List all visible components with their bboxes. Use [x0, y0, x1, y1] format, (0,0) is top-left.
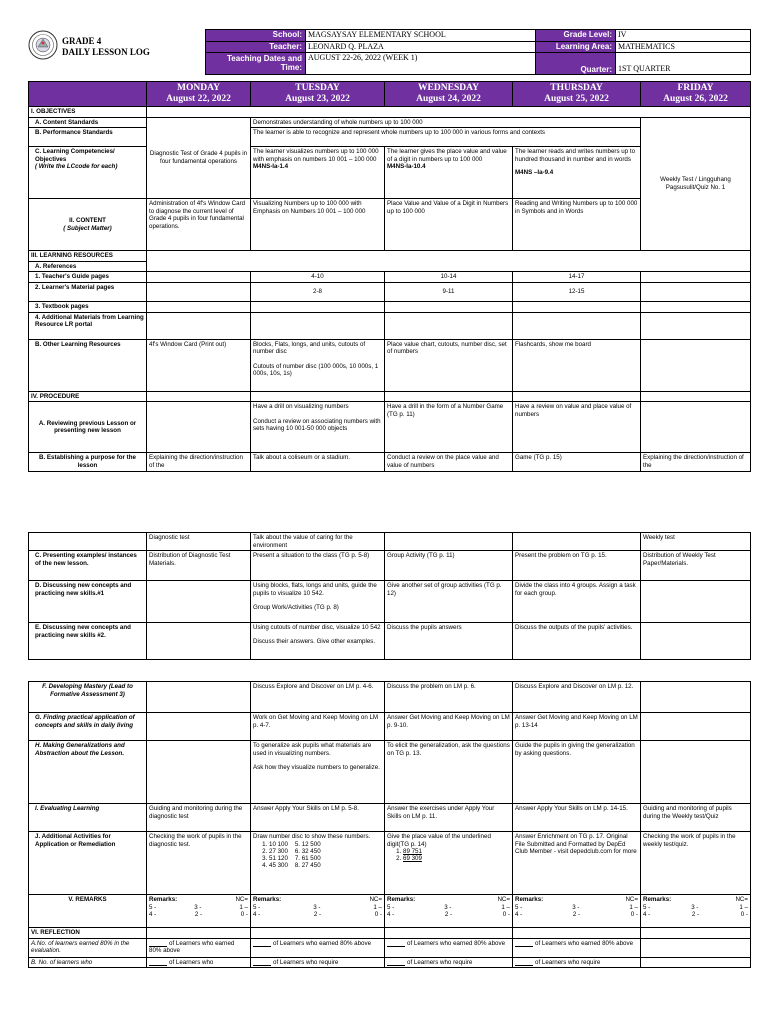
presenting-wed: Group Activity (TG p. 11)	[385, 551, 513, 581]
reflection-a-mon: of Learners who earned 80% above	[147, 938, 251, 957]
performance-value: The learner is able to recognize and represent whole numbers up to 100 000 in various forms and contexts	[251, 128, 641, 147]
additional-fri: Checking the work of pupils in the weekly test/quiz.	[641, 832, 751, 895]
tg-tue: 4-10	[251, 272, 385, 283]
quarter-value: 1ST QUARTER	[616, 53, 751, 75]
deped-seal-logo	[28, 30, 58, 60]
other-thu: Flashcards, show me board	[513, 339, 641, 391]
wednesday-header: WEDNESDAY August 24, 2022	[385, 82, 513, 107]
header-info	[205, 29, 750, 75]
lm-thu: 12-15	[513, 282, 641, 301]
lm-mon	[147, 282, 251, 301]
mastery-label: F. Developing Mastery (Lead to Formative Assessment 3)	[29, 682, 147, 713]
mastery-tue: Discuss Explore and Discover on LM p. 4-6.	[251, 682, 385, 713]
tg-thu: 14-17	[513, 272, 641, 283]
textbook-label: 3. Textbook pages	[29, 301, 147, 312]
reflection-a-wed: of Learners who earned 80% above	[385, 938, 513, 957]
performance-label: B. Performance Standards	[29, 128, 147, 147]
tuesday-header: TUESDAY August 23, 2022	[251, 82, 385, 107]
eval-thu: Answer Apply Your Skills on LM p. 14-15.	[513, 804, 641, 832]
log-title	[62, 36, 150, 57]
dates-label: Teaching Dates and Time:	[206, 53, 306, 75]
cont-fri: Weekly test	[641, 533, 751, 551]
eval-tue: Answer Apply Your Skills on LM p. 5-8.	[251, 804, 385, 832]
list-item: 4. 45 300 8. 27 450	[269, 862, 382, 869]
learning-area-label: Learning Area:	[536, 41, 616, 53]
practical-wed: Answer Get Moving and Keep Moving on LM p. 9-10.	[385, 713, 513, 741]
other-wed: Place value chart, cutouts, number disc, set of numbers	[385, 339, 513, 391]
other-resources-label: B. Other Learning Resources	[29, 339, 147, 391]
additional-mon: Checking the work of pupils in the diagnostic test.	[147, 832, 251, 895]
tg-wed: 10-14	[385, 272, 513, 283]
generalization-label: H. Making Generalizations and Abstraction about the Lesson.	[29, 741, 147, 804]
friday-weekly-test: Weekly Test / Lingguhang Pagsusulit/Quiz No. 1	[641, 117, 751, 251]
presenting-thu: Present the problem on TG p. 15.	[513, 551, 641, 581]
lesson-table-page2a	[28, 532, 750, 660]
review-label: A. Reviewing previous Lesson or presenting new lesson	[29, 402, 147, 453]
other-mon: 4f's Window Card (Print out)	[147, 339, 251, 391]
discuss2-tue: Using cutouts of number disc, visualize 10 542 Discuss their answers. Give other examples.	[251, 623, 385, 660]
presenting-label: C. Presenting examples/ instances of the new lesson.	[29, 551, 147, 581]
discuss1-wed: Give another set of group activities (TG p. 12)	[385, 581, 513, 623]
wednesday-competency: The learner gives the place value and value of a digit in numbers up to 100 000 M4NS-Ia-10.4	[385, 147, 513, 199]
thursday-content: Reading and Writing Numbers up to 100 000 in Symbols and in Words	[513, 199, 641, 251]
purpose-label: B. Establishing a purpose for the lesson	[29, 453, 147, 472]
reflection-a-label: A.No. of learners earned 80% in the evaluation.	[29, 938, 147, 957]
general-thu: Guide the pupils in giving the generalization by asking questions.	[513, 741, 641, 804]
eval-fri: Guiding and monitoring of pupils during the Weekly test/Quiz	[641, 804, 751, 832]
mastery-wed: Discuss the problem on LM p. 6.	[385, 682, 513, 713]
list-item: 1. 10 100 5. 12 500	[269, 841, 382, 848]
eval-mon: Guiding and monitoring during the diagnostic test	[147, 804, 251, 832]
cont-tue: Talk about the value of caring for the environment	[251, 533, 385, 551]
competencies-label: C. Learning Competencies/ Objectives ( Write the LCcode for each)	[29, 147, 147, 199]
list-item: 2. 69 309	[403, 855, 510, 862]
list-item: 3. 51 120 7. 61 500	[269, 855, 382, 862]
reflection-a-thu: of Learners who earned 80% above	[513, 938, 641, 957]
additional-thu: Answer Enrichment on TG p. 17. Original File Submitted and Formatted by DepEd Club Member - visit depedclub.com for more	[513, 832, 641, 895]
general-tue: To generalize ask pupils what materials are used in visualizing numbers. Ask how they visualize numbers to generalize.	[251, 741, 385, 804]
lm-tue: 2-8	[251, 282, 385, 301]
lm-fri	[641, 282, 751, 301]
friday-header: FRIDAY August 26, 2022	[641, 82, 751, 107]
discuss2-label: E. Discussing new concepts and practicing new skills #2.	[29, 623, 147, 660]
reflection-a-tue: of Learners who earned 80% above	[251, 938, 385, 957]
eval-wed: Answer the exercises under Apply Your Skills on LM p. 11.	[385, 804, 513, 832]
objectives-blank	[147, 107, 751, 118]
monday-content: Administration of 4f's Window Card to diagnose the current level of Grade 4 pupils in four fundamental operations.	[147, 199, 251, 251]
resources-blank	[147, 251, 751, 272]
corner-cell	[29, 82, 147, 107]
practical-tue: Work on Get Moving and Keep Moving on LM p. 4-7.	[251, 713, 385, 741]
teacher-value: LEONARD Q. PLAZA	[306, 41, 536, 53]
purpose-thu: Game (TG p. 15)	[513, 453, 641, 472]
place-value-list	[387, 848, 510, 862]
quarter-label: Quarter:	[536, 53, 616, 75]
remarks-mon: Remarks: NC= 5 - 3 - 1 – 4 - 2 - 0 -	[147, 895, 251, 928]
purpose-fri: Explaining the direction/instruction of the	[641, 453, 751, 472]
list-item: 1. 89 751	[403, 848, 510, 855]
school-value: MAGSAYSAY ELEMENTARY SCHOOL	[306, 30, 536, 42]
reflection-b-mon: of Learners who	[147, 957, 251, 968]
reflection-b-tue: of Learners who require	[251, 957, 385, 968]
practical-thu: Answer Get Moving and Keep Moving on LM p. 13-14	[513, 713, 641, 741]
presenting-mon: Distribution of Diagnostic Test Materials.	[147, 551, 251, 581]
content-label: II. CONTENT ( Subject Matter)	[29, 199, 147, 251]
evaluating-label: I. Evaluating Learning	[29, 804, 147, 832]
teacher-label: Teacher:	[206, 41, 306, 53]
discuss1-label: D. Discussing new concepts and practicing new skills.#1	[29, 581, 147, 623]
thursday-header: THURSDAY August 25, 2022	[513, 82, 641, 107]
review-tue: Have a drill on visualizing numbers Conduct a review on associating numbers with sets having 10 001-50 000 objects	[251, 402, 385, 453]
tuesday-content: Visualizing Numbers up to 100 000 with Emphasis on Numbers 10 001 – 100 000	[251, 199, 385, 251]
tg-pages-label: 1. Teacher's Guide pages	[29, 272, 147, 283]
grade-level-value: IV	[616, 30, 751, 42]
review-thu: Have a review on value and place value of numbers	[513, 402, 641, 453]
discuss2-thu: Discuss the outputs of the pupils' activities.	[513, 623, 641, 660]
tg-fri	[641, 272, 751, 283]
reflection-b-label: B. No. of learners who	[29, 957, 147, 968]
resources-label: III. LEARNING RESOURCES	[29, 251, 147, 262]
discuss1-tue: Using blocks, flats, longs and units, guide the pupils to visualize 10 542. Group Work/Activities (TG p. 8)	[251, 581, 385, 623]
references-label: A. References	[29, 261, 147, 272]
additional-activities-label: J. Additional Activities for Application or Remediation	[29, 832, 147, 895]
additional-wed: Give the place value of the underlined digit(TG p. 14) 1. 89 751 2. 69 309	[385, 832, 513, 895]
mastery-thu: Discuss Explore and Discover on LM p. 12.	[513, 682, 641, 713]
remarks-wed: Remarks: NC= 5 - 3 - 1 – 4 - 2 - 0 -	[385, 895, 513, 928]
remarks-thu: Remarks: NC= 5 - 3 - 1 – 4 - 2 - 0 -	[513, 895, 641, 928]
reflection-b-thu: of Learners who require	[513, 957, 641, 968]
dates-value: AUGUST 22-26, 2022 (WEEK 1)	[306, 53, 536, 75]
grade-title: GRADE 4	[62, 36, 102, 46]
lm-wed: 9-11	[385, 282, 513, 301]
procedure-label: IV. PROCEDURE	[29, 391, 147, 402]
content-standards-value: Demonstrates understanding of whole numbers up to 100 000	[251, 117, 641, 128]
monday-diagnostic: Diagnostic Test of Grade 4 pupils in four fundamental operations	[147, 117, 251, 199]
purpose-mon: Explaining the direction/instruction of the	[147, 453, 251, 472]
review-wed: Have a drill in the form of a Number Game (TG p. 11)	[385, 402, 513, 453]
practical-label: G. Finding practical application of concepts and skills in daily living	[29, 713, 147, 741]
remarks-tue: Remarks: NC= 5 - 3 - 1 – 4 - 2 - 0 -	[251, 895, 385, 928]
remarks-label: V. REMARKS	[29, 895, 147, 928]
cont-mon: Diagnostic test	[147, 533, 251, 551]
remarks-fri: Remarks: NC= 5 - 3 - 1 – 4 - 2 - 0 -	[641, 895, 751, 928]
content-standards-label: A. Content Standards	[29, 117, 147, 128]
reflection-label: VI. REFLECTION	[29, 928, 147, 939]
discuss2-wed: Discuss the pupils answers	[385, 623, 513, 660]
grade-level-label: Grade Level:	[536, 30, 616, 42]
learning-area-value: MATHEMATICS	[616, 41, 751, 53]
list-item: 2. 27 300 6. 32 450	[269, 848, 382, 855]
tuesday-competency: The learner visualizes numbers up to 100 000 with emphasis on numbers 10 001 – 100 000 M4NS-Ia-1.4	[251, 147, 385, 199]
general-wed: To elicit the generalization, ask the questions on TG p. 13.	[385, 741, 513, 804]
thursday-competency: The learner reads and writes numbers up to hundred thousand in number and in words M4NS –Ia-9.4	[513, 147, 641, 199]
reflection-b-wed: of Learners who require	[385, 957, 513, 968]
wednesday-content: Place Value and Value of a Digit in Numbers up to 100 000	[385, 199, 513, 251]
objectives-label: I. OBJECTIVES	[29, 107, 147, 118]
other-tue: Blocks, Flats, longs, and units, cutouts of number disc Cutouts of number disc (100 000s, 10 000s, 1 000s, 10s, 1s)	[251, 339, 385, 391]
additional-materials-label: 4. Additional Materials from Learning Resource LR portal	[29, 312, 147, 339]
number-disc-list	[253, 841, 382, 870]
presenting-tue: Present a situation to the class (TG p. 5-8)	[251, 551, 385, 581]
presenting-fri: Distribution of Weekly Test Paper/Materials.	[641, 551, 751, 581]
monday-header: MONDAY August 22, 2022	[147, 82, 251, 107]
lm-pages-label: 2. Learner's Material pages	[29, 282, 147, 301]
tg-mon	[147, 272, 251, 283]
additional-tue: Draw number disc to show these numbers. 1. 10 100 5. 12 500 2. 27 300 6. 32 450 3. 51 120 7. 61 500 4. 45 300 8. 27 450	[251, 832, 385, 895]
purpose-wed: Conduct a review on the place value and value of numbers	[385, 453, 513, 472]
lesson-table-page2b	[28, 681, 750, 968]
daily-lesson-log-title: DAILY LESSON LOG	[62, 46, 150, 57]
school-label: School:	[206, 30, 306, 42]
purpose-tue: Talk about a coliseum or a stadium.	[251, 453, 385, 472]
lesson-table-page1	[28, 81, 750, 472]
discuss1-thu: Divide the class into 4 groups. Assign a task for each group.	[513, 581, 641, 623]
